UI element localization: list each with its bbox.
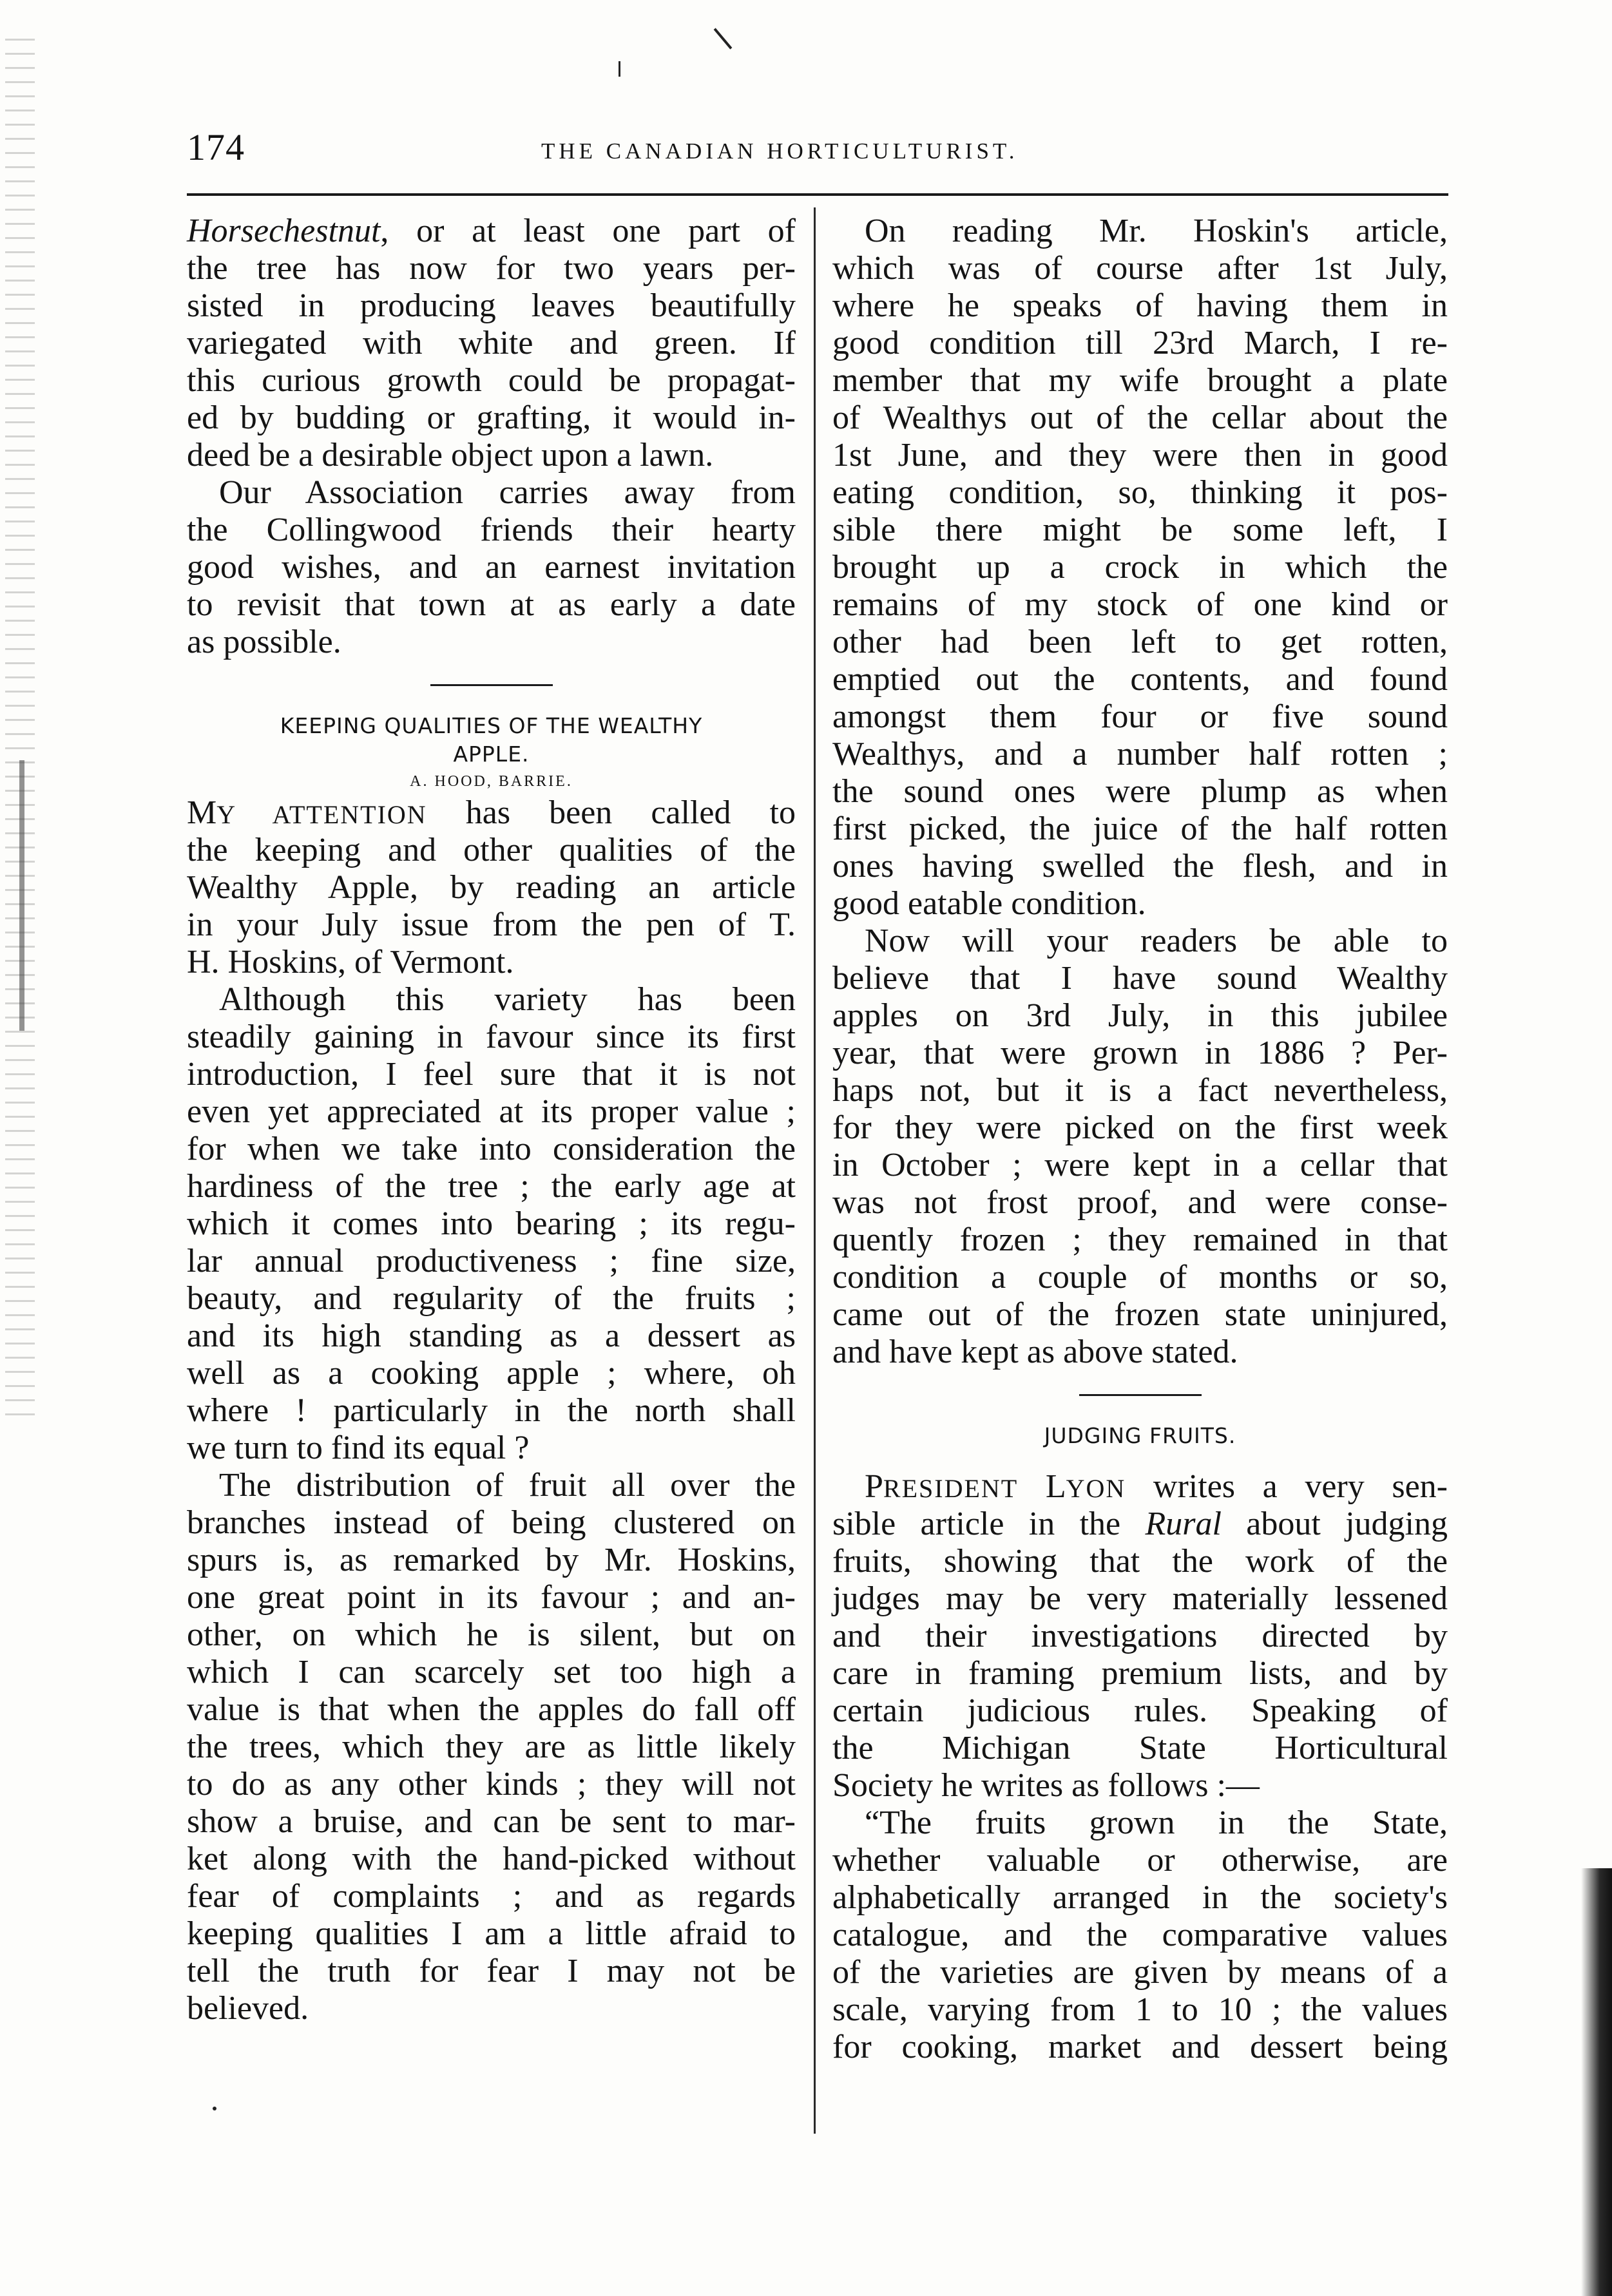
- text-line: sible there might be some left, I: [832, 512, 1448, 548]
- text-line: in your July issue from the pen of T.: [187, 906, 796, 943]
- text-line: believed.: [187, 1990, 309, 2027]
- text-line: deed be a desirable object upon a lawn.: [187, 437, 714, 474]
- text-line: other had been left to get rotten,: [832, 624, 1448, 660]
- text-line: value is that when the apples do fall off: [187, 1691, 796, 1728]
- article-heading: KEEPING QUALITIES OF THE WEALTHY: [280, 713, 703, 738]
- page-number: 174: [187, 126, 245, 168]
- text-line: the trees, which they are as little likely: [187, 1728, 796, 1765]
- text-line: good wishes, and an earnest invitation: [187, 549, 796, 586]
- text-line: the keeping and other qualities of the: [187, 832, 796, 868]
- text-line: ones having swelled the flesh, and in: [832, 848, 1448, 885]
- text-line: to do as any other kinds ; they will not: [187, 1766, 796, 1803]
- text-line: keeping qualities I am a little afraid to: [187, 1915, 796, 1952]
- text-line: fruits, showing that the work of the: [832, 1543, 1448, 1580]
- text-line: believe that I have sound Wealthy: [832, 960, 1448, 997]
- text-line: good eatable condition.: [832, 885, 1146, 922]
- text-line: of the varieties are given by means of a: [832, 1954, 1448, 1991]
- text-line: which it comes into bearing ; its regu-: [187, 1205, 796, 1242]
- text-line: the Collingwood friends their hearty: [187, 512, 796, 548]
- left-column: [187, 213, 796, 2027]
- text-line: Wealthys, and a number half rotten ;: [832, 736, 1448, 772]
- text-line: lar annual productiveness ; fine size,: [187, 1243, 796, 1279]
- column-divider: [814, 207, 816, 2134]
- text-line: was not frost proof, and were conse-: [832, 1184, 1448, 1221]
- italic-word: Horsechestnut: [187, 213, 381, 249]
- text-line: care in framing premium lists, and by: [832, 1655, 1448, 1692]
- text-line: and have kept as above stated.: [832, 1334, 1238, 1370]
- text-line: for cooking, market and dessert being: [832, 2029, 1448, 2065]
- text-line: year, that were grown in 1886 ? Per-: [832, 1035, 1448, 1071]
- text-line: spurs is, as remarked by Mr. Hoskins,: [187, 1542, 796, 1578]
- text-line: ed by budding or grafting, it would in-: [187, 399, 796, 436]
- text-line: branches instead of being clustered on: [187, 1504, 796, 1541]
- text-line: On reading Mr. Hoskin's article,: [865, 213, 1448, 249]
- text-line: Horsechestnut, or at least one part of: [187, 213, 796, 249]
- text-line: catalogue, and the comparative values: [832, 1917, 1448, 1953]
- text-line: the sound ones were plump as when: [832, 773, 1448, 810]
- text-line: where ! particularly in the north shall: [187, 1392, 796, 1429]
- scan-speck: [213, 2107, 216, 2110]
- running-head: THE CANADIAN HORTICULTURIST.: [541, 139, 1019, 164]
- text-line: for they were picked on the first week: [832, 1109, 1448, 1146]
- scan-edge-right-shadow: [1581, 1868, 1612, 2296]
- text-line: remains of my stock of one kind or: [832, 586, 1448, 623]
- text-line: for when we take into consideration the: [187, 1131, 796, 1167]
- scan-speck: [619, 61, 620, 77]
- text-line: sisted in producing leaves beautifully: [187, 287, 796, 324]
- text-line: other, on which he is silent, but on: [187, 1616, 796, 1653]
- scan-edge-left-shadow: [19, 760, 24, 1031]
- text-line: Wealthy Apple, by reading an article: [187, 869, 796, 906]
- text-line: one great point in its favour ; and an-: [187, 1579, 796, 1616]
- text-line: member that my wife brought a plate: [832, 362, 1448, 399]
- text-line: which I can scarcely set too high a: [187, 1654, 796, 1690]
- text-line: emptied out the contents, and found: [832, 661, 1448, 698]
- text-line: MY ATTENTION has been called to: [187, 794, 796, 831]
- text-line: the tree has now for two years per-: [187, 250, 796, 287]
- text-line: to revisit that town at as early a date: [187, 586, 796, 623]
- text-line: judges may be very materially lessened: [832, 1580, 1448, 1617]
- text-line: whether valuable or otherwise, are: [832, 1842, 1448, 1879]
- section-heading: JUDGING FRUITS.: [1044, 1423, 1236, 1448]
- text-line: hardiness of the tree ; the early age at: [187, 1168, 796, 1205]
- right-column: [832, 213, 1448, 2066]
- text-line: The distribution of fruit all over the: [219, 1467, 796, 1504]
- article-heading: APPLE.: [453, 741, 530, 767]
- text-line: as possible.: [187, 624, 341, 660]
- text-line: first picked, the juice of the half rotten: [832, 810, 1448, 847]
- text-line: in October ; were kept in a cellar that: [832, 1147, 1448, 1183]
- text-line: which was of course after 1st July,: [832, 250, 1448, 287]
- page-header: [187, 126, 1475, 190]
- text-line: tell the truth for fear I may not be: [187, 1953, 796, 1989]
- text-line: alphabetically arranged in the society's: [832, 1879, 1448, 1916]
- section-rule: [1079, 1394, 1202, 1396]
- text-line: of Wealthys out of the cellar about the: [832, 399, 1448, 436]
- text-line: condition a couple of months or so,: [832, 1259, 1448, 1296]
- text-line: and their investigations directed by: [832, 1618, 1448, 1654]
- text-line: Society he writes as follows :—: [832, 1767, 1260, 1804]
- text-line: steadily gaining in favour since its first: [187, 1019, 796, 1055]
- text-line: variegated with white and green. If: [187, 325, 796, 361]
- text-line: scale, varying from 1 to 10 ; the values: [832, 1991, 1448, 2028]
- text-line: well as a cooking apple ; where, oh: [187, 1355, 796, 1392]
- text-line: this curious growth could be propagat-: [187, 362, 796, 399]
- text-line: and its high standing as a dessert as: [187, 1317, 796, 1354]
- text-line: PRESIDENT LYON writes a very sen-: [865, 1468, 1448, 1505]
- text-line: 1st June, and they were then in good: [832, 437, 1448, 474]
- text-line: certain judicious rules. Speaking of: [832, 1692, 1448, 1729]
- text-line: Now will your readers be able to: [865, 923, 1448, 959]
- text-line: quently frozen ; they remained in that: [832, 1221, 1448, 1258]
- text-line: the Michigan State Horticultural: [832, 1730, 1448, 1766]
- text-line: Our Association carries away from: [219, 474, 796, 511]
- text-line: brought up a crock in which the: [832, 549, 1448, 586]
- header-rule: [187, 193, 1448, 196]
- text-line: haps not, but it is a fact nevertheless,: [832, 1072, 1448, 1109]
- italic-word: Rural: [1145, 1506, 1222, 1542]
- text-line: even yet appreciated at its proper value ;: [187, 1093, 796, 1130]
- text-line: good condition till 23rd March, I re-: [832, 325, 1448, 361]
- text-line: Although this variety has been: [219, 981, 796, 1018]
- text-line: ket along with the hand-picked without: [187, 1841, 796, 1877]
- text-line: we turn to find its equal ?: [187, 1430, 530, 1466]
- scan-speck: [714, 28, 733, 49]
- text-line: sible article in the Rural about judging: [832, 1506, 1448, 1542]
- text-line: “The fruits grown in the State,: [865, 1804, 1448, 1841]
- text-line: where he speaks of having them in: [832, 287, 1448, 324]
- text-line: came out of the frozen state uninjured,: [832, 1296, 1448, 1333]
- article-byline: A. HOOD, BARRIE.: [410, 773, 573, 790]
- text-line: show a bruise, and can be sent to mar-: [187, 1803, 796, 1840]
- text-line: beauty, and regularity of the fruits ;: [187, 1280, 796, 1317]
- text-line: introduction, I feel sure that it is not: [187, 1056, 796, 1093]
- text-line: apples on 3rd July, in this jubilee: [832, 997, 1448, 1034]
- text-line: amongst them four or five sound: [832, 698, 1448, 735]
- text-line: fear of complaints ; and as regards: [187, 1878, 796, 1915]
- scan-edge-left: [5, 39, 35, 1417]
- section-rule: [430, 684, 553, 686]
- text-line: eating condition, so, thinking it pos-: [832, 474, 1448, 511]
- text-line: H. Hoskins, of Vermont.: [187, 944, 514, 981]
